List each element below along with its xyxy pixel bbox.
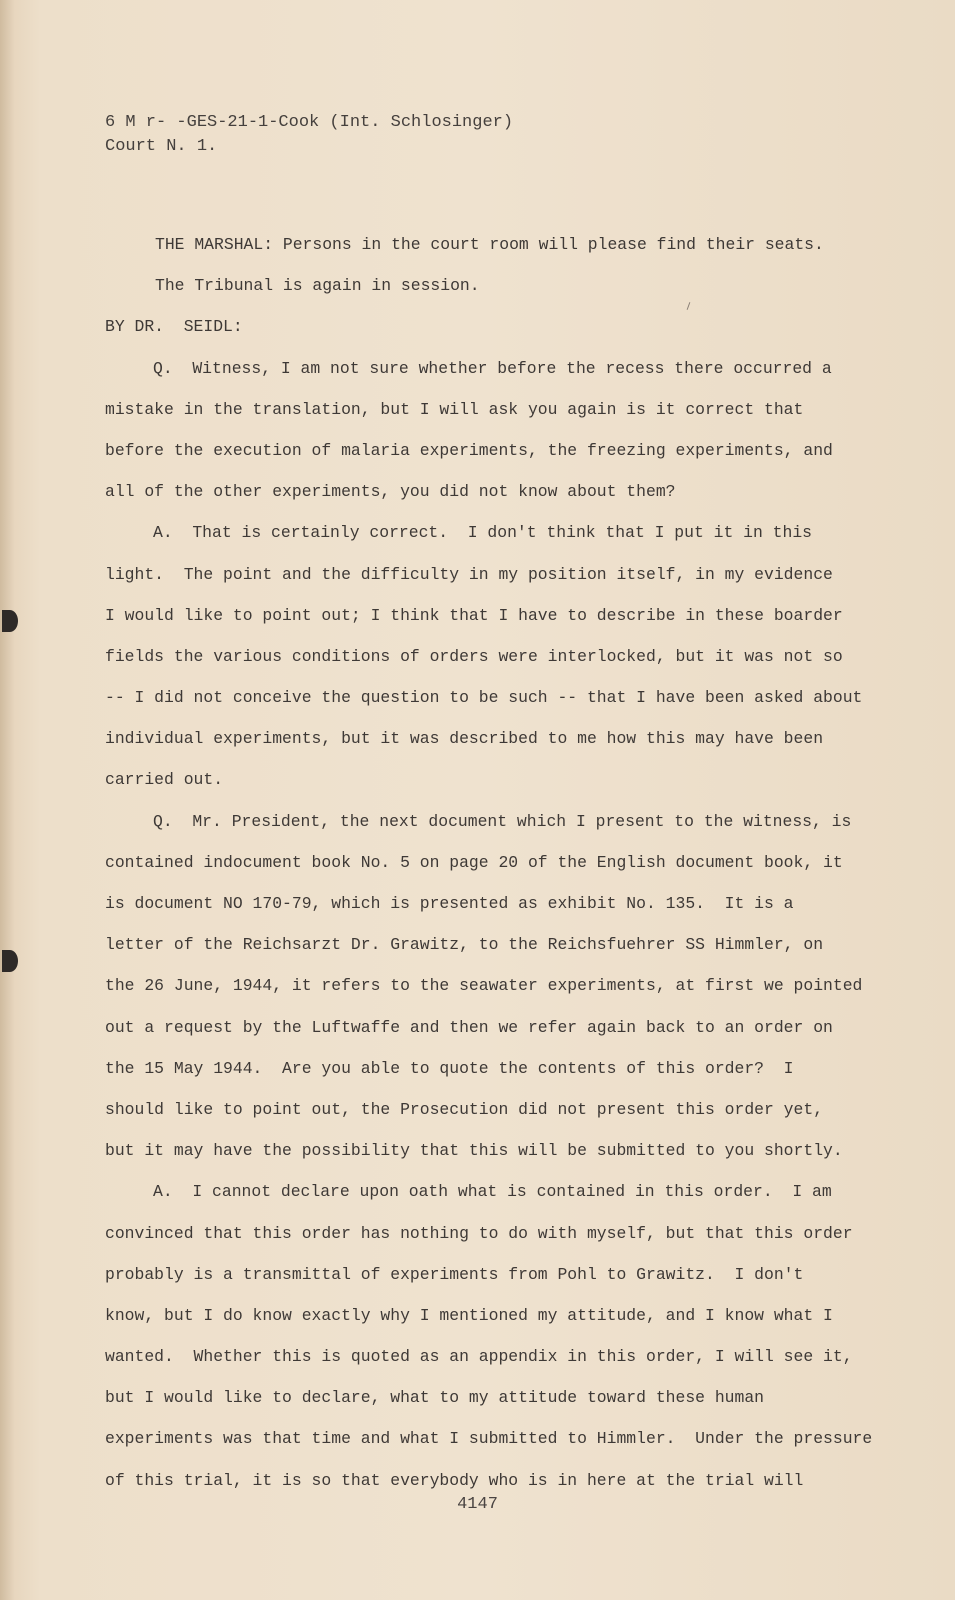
text-line: Q. Mr. President, the next document which I present to the witness, is [153,811,852,831]
binding-edge [0,0,14,1600]
binding-hole-mark [2,610,18,632]
binding-hole-mark [2,950,18,972]
text-line: know, but I do know exactly why I mentioned my attitude, and I know what I [105,1305,833,1325]
text-line: Q. Witness, I am not sure whether before the recess there occurred a [153,358,832,378]
text-line: I would like to point out; I think that I have to describe in these boarder [105,605,843,625]
text-line: letter of the Reichsarzt Dr. Grawitz, to the Reichsfuehrer SS Himmler, on [105,935,824,955]
header-line-1: 6 M r- -GES-21-1-Cook (Int. Schlosinger) [105,113,514,132]
text-line: the 26 June, 1944, it refers to the seawater experiments, at first we pointed [105,976,863,996]
text-line: experiments was that time and what I submitted to Himmler. Under the pressure [105,1429,873,1449]
page-number: 4147 [457,1495,498,1514]
text-line: THE MARSHAL: Persons in the court room will please find their seats. [155,235,824,254]
text-line: The Tribunal is again in session. [155,276,480,296]
text-line: individual experiments, but it was described to me how this may have been [105,729,824,749]
text-line: A. I cannot declare upon oath what is contained in this order. I am [153,1182,832,1202]
text-line: BY DR. SEIDL: [105,317,243,337]
text-line: light. The point and the difficulty in my position itself, in my evidence [105,564,833,584]
document-header [105,111,513,159]
text-line: out a request by the Luftwaffe and then we refer again back to an order on [105,1017,833,1037]
text-line: but I would like to declare, what to my attitude toward these human [105,1388,765,1408]
text-line: should like to point out, the Prosecution did not present this order yet, [105,1099,824,1119]
text-line: A. That is certainly correct. I don't think that I put it in this [153,523,813,543]
text-line: wanted. Whether this is quoted as an appendix in this order, I will see it, [105,1347,853,1367]
text-line: but it may have the possibility that this will be submitted to you shortly. [105,1141,843,1161]
text-line: carried out. [105,770,224,790]
text-line: probably is a transmittal of experiments from Pohl to Grawitz. I don't [105,1264,804,1284]
text-line: of this trial, it is so that everybody who is in here at the trial will [105,1470,804,1490]
text-line: fields the various conditions of orders were interlocked, but it was not so [105,646,843,666]
text-line: is document NO 170-79, which is presented as exhibit No. 135. It is a [105,894,794,913]
text-line: all of the other experiments, you did not know about them? [105,482,676,502]
text-line: -- I did not conceive the question to be such -- that I have been asked about [105,688,863,708]
text-line: before the execution of malaria experiments, the freezing experiments, and [105,440,833,460]
text-line: mistake in the translation, but I will ask you again is it correct that [105,399,804,419]
text-line: contained indocument book No. 5 on page 20 of the English document book, it [105,852,843,872]
header-line-2: Court N. 1. [105,137,218,156]
transcript-body [105,224,895,1501]
text-line: convinced that this order has nothing to do with myself, but that this order [105,1223,853,1243]
text-line: the 15 May 1944. Are you able to quote the contents of this order? I [105,1058,794,1078]
